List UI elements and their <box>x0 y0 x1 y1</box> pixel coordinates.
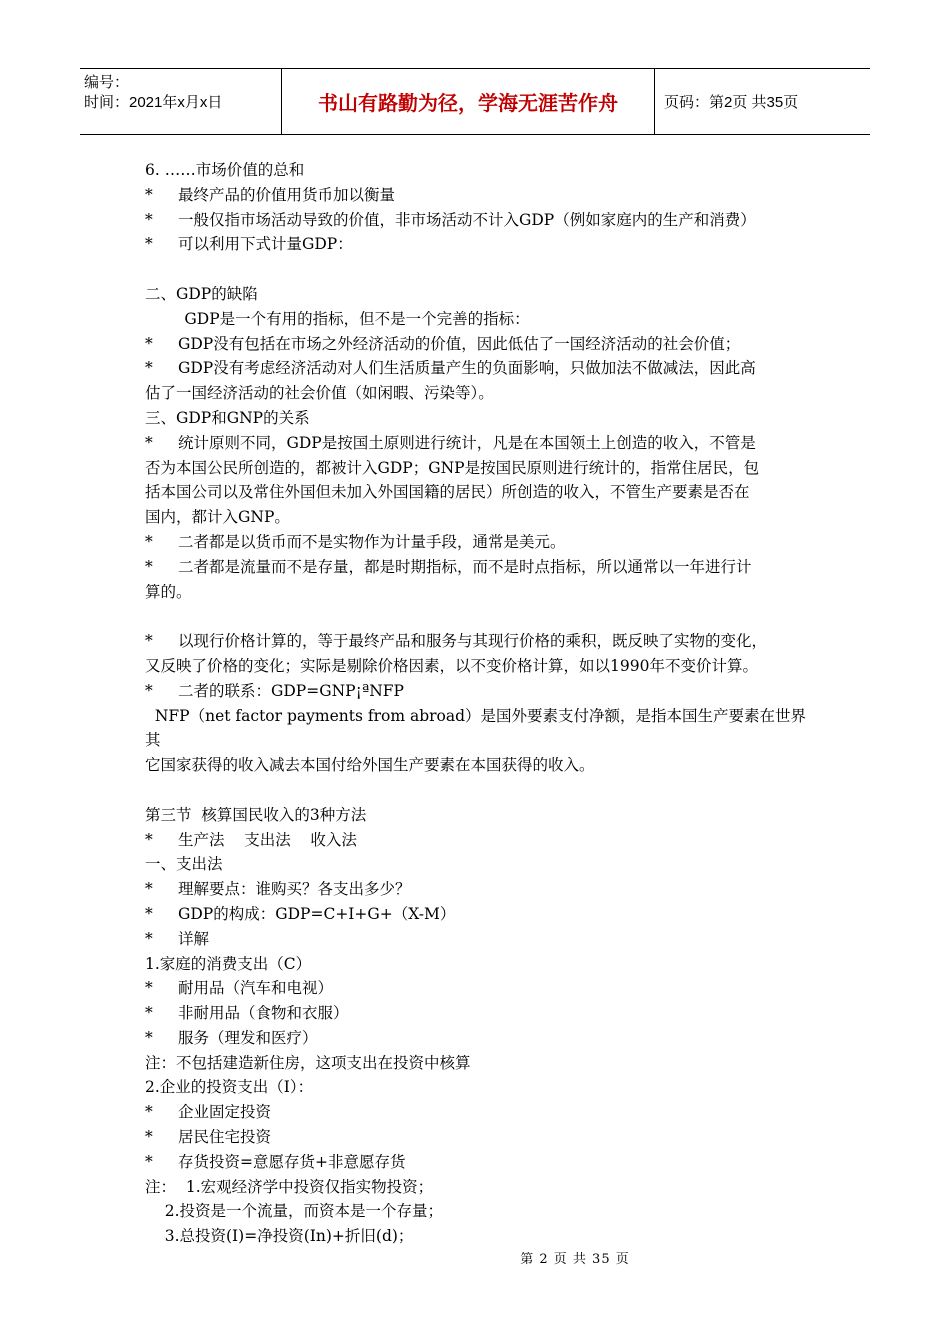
bullet-marker: * <box>145 1028 153 1047</box>
text-line: 又反映了价格的变化；实际是剔除价格因素，以不变价格计算，如以1990年不变价计算。 <box>145 656 758 675</box>
blank-line <box>145 604 810 629</box>
bullet-item <box>145 530 810 555</box>
bullet-item <box>145 902 810 927</box>
bullet-item <box>145 183 810 208</box>
bullet-text: 耐用品（汽车和电视） <box>178 979 334 998</box>
text-line: 三、GDP和GNP的关系 <box>145 408 310 427</box>
bullet-item <box>145 1001 810 1026</box>
bullet-marker: * <box>145 359 153 378</box>
bullet-marker: * <box>145 1004 153 1023</box>
text-line: 6. ……市场价值的总和 <box>145 161 305 179</box>
bullet-text: 存货投资=意愿存货+非意愿存货 <box>178 1152 406 1171</box>
text-line: 注：不包括建造新住房，这项支出在投资中核算 <box>145 1053 471 1072</box>
bullet-text: GDP没有考虑经济活动对人们生活质量产生的负面影响，只做加法不做减法，因此高 <box>178 359 756 378</box>
blank-line <box>145 257 810 282</box>
bullet-text: 以现行价格计算的，等于最终产品和服务与其现行价格的乘积，既反映了实物的变化， <box>178 632 768 651</box>
bullet-item <box>145 877 810 902</box>
bullet-marker: * <box>145 210 153 229</box>
bullet-text: 非耐用品（食物和衣服） <box>178 1004 349 1023</box>
bullet-marker: * <box>145 830 153 849</box>
bullet-item <box>145 208 810 233</box>
text-line: 3.总投资(I)=净投资(In)+折旧(d)； <box>145 1227 414 1246</box>
header-page-label: 页码：第2页 共35页 <box>664 94 799 111</box>
text-line: 第三节 核算国民收入的3种方法 <box>145 805 367 824</box>
bullet-text: 居民住宅投资 <box>178 1128 272 1147</box>
bullet-marker: * <box>145 334 153 353</box>
bullet-text: 生产法 支出法 收入法 <box>178 830 357 849</box>
text-line: 估了一国经济活动的社会价值（如闲暇、污染等）。 <box>145 384 494 403</box>
bullet-marker: * <box>145 1103 153 1122</box>
text-line: 2.企业的投资支出（I）： <box>145 1078 314 1097</box>
bullet-item <box>145 1125 810 1150</box>
header-motto: 书山有路勤为径，学海无涯苦作舟 <box>282 69 655 134</box>
bullet-marker: * <box>145 185 153 204</box>
text-line: 它国家获得的收入减去本国付给外国生产要素在本国获得的收入。 <box>145 756 595 775</box>
bullet-text: 详解 <box>178 929 210 948</box>
text-line: 注： 1.宏观经济学中投资仅指实物投资； <box>145 1177 434 1196</box>
bullet-item <box>145 1100 810 1125</box>
bullet-marker: * <box>145 1128 153 1147</box>
bullet-marker: * <box>145 433 153 452</box>
bullet-marker: * <box>145 979 153 998</box>
bullet-item <box>145 976 810 1001</box>
text-line: 算的。 <box>145 582 192 601</box>
bullet-text: 统计原则不同，GDP是按国土原则进行统计，凡是在本国领土上创造的收入，不管是 <box>178 433 756 452</box>
bullet-text: 可以利用下式计量GDP： <box>178 235 353 254</box>
text-line: 一、支出法 <box>145 855 223 874</box>
bullet-item <box>145 431 810 456</box>
text-line: 括本国公司以及常住外国但未加入外国国籍的居民）所创造的收入，不管生产要素是否在 <box>145 483 750 502</box>
bullet-item <box>145 555 810 580</box>
bullet-text: 二者都是以货币而不是实物作为计量手段，通常是美元。 <box>178 532 566 551</box>
bullet-marker: * <box>145 880 153 899</box>
bullet-marker: * <box>145 235 153 254</box>
header-info <box>80 69 282 134</box>
footer-page-number: 第 2 页 共 35 页 <box>520 1252 630 1267</box>
bullet-marker: * <box>145 681 153 700</box>
bullet-marker: * <box>145 557 153 576</box>
bullet-text: GDP的构成：GDP=C+I+G+（X-M） <box>178 904 456 923</box>
bullet-item <box>145 927 810 952</box>
page-footer <box>0 1248 950 1267</box>
bullet-item <box>145 1026 810 1051</box>
bullet-text: 二者都是流量而不是存量，都是时期指标，而不是时点指标，所以通常以一年进行计 <box>178 557 752 576</box>
bullet-item <box>145 828 810 853</box>
bullet-item <box>145 232 810 257</box>
header-time-label: 时间：2021年x月x日 <box>84 94 223 111</box>
text-line: NFP（net factor payments from abroad）是国外要素支付净额，是指本国生产要素在世界其 <box>145 706 807 750</box>
text-line: 否为本国公民所创造的，都被计入GDP；GNP是按国民原则进行统计的，指常住居民，包 <box>145 458 760 477</box>
bullet-text: GDP没有包括在市场之外经济活动的价值，因此低估了一国经济活动的社会价值； <box>178 334 741 353</box>
bullet-text: 二者的联系：GDP=GNP¡ªNFP <box>178 681 404 700</box>
text-line: 1.家庭的消费支出（C） <box>145 954 312 973</box>
bullet-item <box>145 356 810 381</box>
text-line: 国内，都计入GNP。 <box>145 508 290 527</box>
bullet-text: 最终产品的价值用货币加以衡量 <box>178 185 396 204</box>
bullet-marker: * <box>145 904 153 923</box>
bullet-text: 企业固定投资 <box>178 1103 272 1122</box>
page-header <box>80 68 870 135</box>
bullet-item <box>145 679 810 704</box>
bullet-item <box>145 629 810 654</box>
bullet-text: 服务（理发和医疗） <box>178 1028 318 1047</box>
document-body <box>145 158 810 1249</box>
bullet-marker: * <box>145 929 153 948</box>
text-line: GDP是一个有用的指标，但不是一个完善的指标： <box>145 309 530 328</box>
bullet-text: 一般仅指市场活动导致的价值，非市场活动不计入GDP（例如家庭内的生产和消费） <box>178 210 756 229</box>
bullet-item <box>145 332 810 357</box>
blank-line <box>145 778 810 803</box>
text-line: 二、GDP的缺陷 <box>145 284 258 303</box>
bullet-marker: * <box>145 632 153 651</box>
bullet-marker: * <box>145 1152 153 1171</box>
bullet-text: 理解要点：谁购买？各支出多少？ <box>178 880 411 899</box>
bullet-item <box>145 1150 810 1175</box>
bullet-marker: * <box>145 532 153 551</box>
text-line: 2.投资是一个流量，而资本是一个存量； <box>145 1202 444 1221</box>
header-code-label: 编号： <box>84 74 130 91</box>
